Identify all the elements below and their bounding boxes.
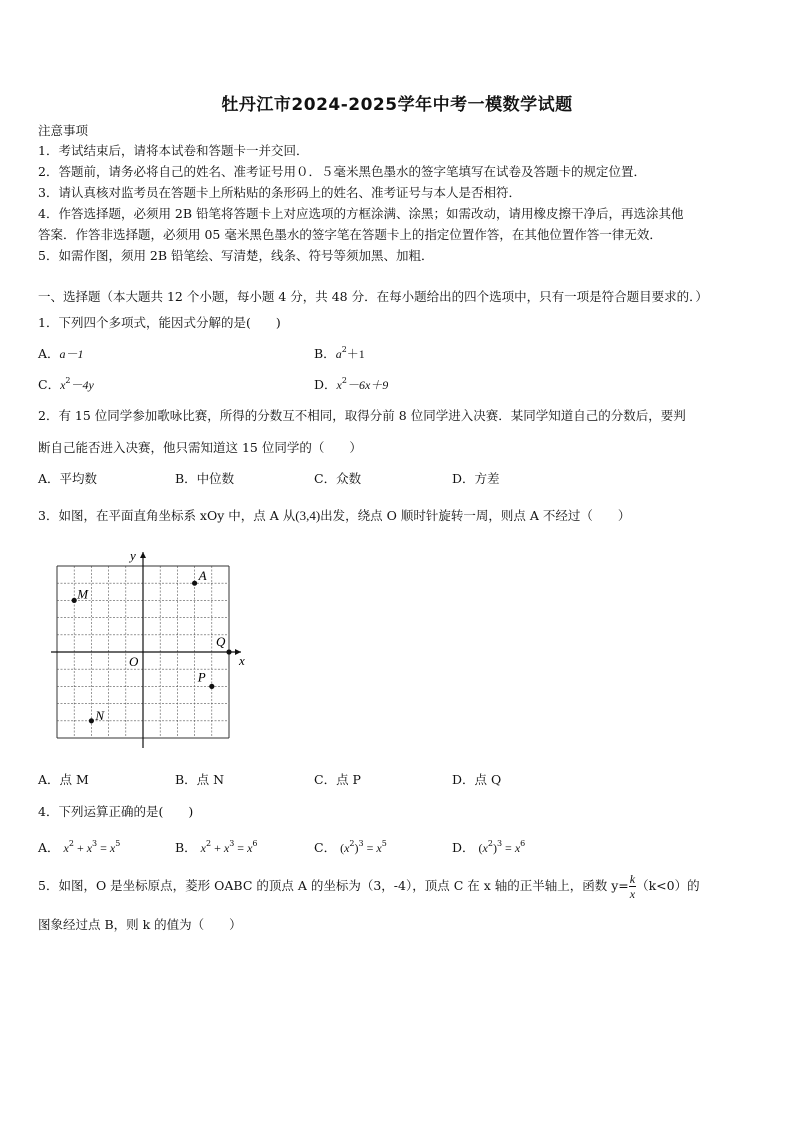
q4-option-d[interactable]: D． $(x^2)^3 = x^6$ bbox=[452, 839, 526, 855]
q4-option-b[interactable]: B． $x^2 + x^3 = x^6$ bbox=[175, 839, 258, 855]
q4-option-a[interactable]: A． $x^2 + x^3 = x^5$ bbox=[38, 839, 121, 855]
x-axis-label: x bbox=[239, 653, 245, 668]
y-axis-label: y bbox=[130, 548, 136, 563]
point-label-a: A bbox=[198, 568, 207, 584]
q1-option-d[interactable]: D．$x^2-6x+9$ bbox=[314, 376, 389, 392]
q2-option-c[interactable]: C．众数 bbox=[314, 471, 362, 486]
q2-option-b[interactable]: B．中位数 bbox=[175, 471, 235, 486]
q2-option-a[interactable]: A．平均数 bbox=[38, 471, 98, 486]
section-heading: 一、选择题（本大题共 12 个小题，每小题 4 分，共 48 分．在每小题给出的四个选项中，只有一项是符合题目要求的．） bbox=[38, 289, 708, 304]
point-label-p: P bbox=[197, 669, 206, 685]
q3-option-a[interactable]: A．点 M bbox=[38, 772, 89, 787]
coordinate-grid-figure bbox=[40, 545, 255, 750]
question-3-stem: 3．如图，在平面直角坐标系 xOy 中，点 A 从(3,4)出发，绕点 O 顺时针旋转一周，则点 A 不经过（ ） bbox=[38, 508, 631, 523]
q1-option-b[interactable]: B．$a^2+1$ bbox=[314, 345, 365, 361]
notice-item: 2．答题前，请务必将自己的姓名、准考证号用０．５毫米黑色墨水的签字笔填写在试卷及答题卡的规定位置． bbox=[38, 164, 646, 179]
question-1-stem: 1．下列四个多项式，能因式分解的是( ) bbox=[38, 315, 281, 330]
q3-option-c[interactable]: C．点 P bbox=[314, 772, 361, 787]
notice-item: 1．考试结束后，请将本试卷和答题卡一并交回． bbox=[38, 143, 309, 158]
question-2-stem-cont: 断自己能否进入决赛，他只需知道这 15 位同学的（ ） bbox=[38, 440, 362, 455]
notice-item: 答案．作答非选择题，必须用 05 毫米黑色墨水的签字笔在答题卡上的指定位置作答，在其他位置作答一律无效． bbox=[38, 227, 662, 242]
page-title: 牡丹江市2024-2025学年中考一模数学试题 bbox=[221, 95, 573, 115]
q3-option-d[interactable]: D．点 Q bbox=[452, 772, 502, 787]
points bbox=[72, 568, 232, 723]
notice-heading: 注意事项 bbox=[38, 123, 89, 138]
question-5-stem-cont: 图象经过点 B，则 k 的值为（ ） bbox=[38, 917, 242, 932]
notice-item: 4．作答选择题，必须用 2B 铅笔将答题卡上对应选项的方框涂满、涂黑；如需改动，请用橡皮擦干净后，再选涂其他 bbox=[38, 206, 684, 221]
origin-label: O bbox=[129, 654, 139, 669]
point-q bbox=[226, 649, 231, 654]
question-5-stem: 5．如图，O 是坐标原点，菱形 OABC 的顶点 A 的坐标为（3，-4），顶点 C 在 x 轴的正半轴上，函数 y= $\frac{k}{x}$ （k<0）的 bbox=[38, 872, 700, 901]
point-p bbox=[209, 684, 214, 689]
point-label-n: N bbox=[95, 707, 105, 723]
y-axis-arrow bbox=[140, 552, 146, 558]
q2-option-d[interactable]: D．方差 bbox=[452, 471, 500, 486]
fraction-k-over-x: $\frac{k}{x}$ bbox=[629, 872, 636, 901]
point-a bbox=[192, 581, 197, 586]
point-label-q: Q bbox=[216, 634, 226, 649]
point-m bbox=[72, 598, 77, 603]
question-4-stem: 4．下列运算正确的是( ) bbox=[38, 804, 194, 819]
q3-option-b[interactable]: B．点 N bbox=[175, 772, 225, 787]
notice-item: 3．请认真核对监考员在答题卡上所粘贴的条形码上的姓名、准考证号与本人是否相符． bbox=[38, 185, 521, 200]
point-label-m: M bbox=[77, 586, 89, 602]
q4-option-c[interactable]: C． $(x^2)^3 = x^5$ bbox=[314, 839, 387, 855]
q1-option-a[interactable]: A．a－1 bbox=[38, 346, 84, 361]
q1-option-c[interactable]: C．$x^2-4y$ bbox=[38, 376, 94, 392]
notice-item: 5．如需作图，须用 2B 铅笔绘、写清楚，线条、符号等须加黑、加粗． bbox=[38, 248, 434, 263]
point-n bbox=[89, 718, 94, 723]
question-2-stem: 2．有 15 位同学参加歌咏比赛，所得的分数互不相同，取得分前 8 位同学进入决赛．某同学知道自己的分数后，要判 bbox=[38, 408, 686, 423]
